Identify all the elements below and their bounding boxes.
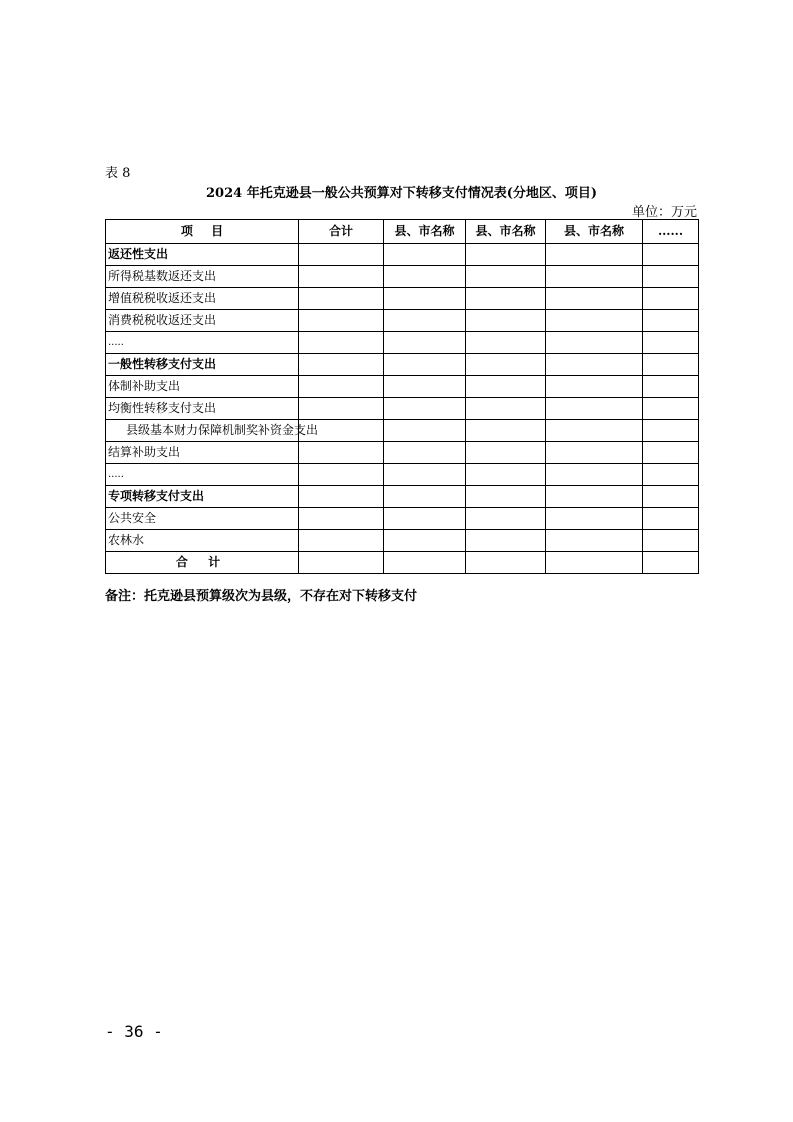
cell <box>299 442 384 464</box>
cell <box>466 266 546 288</box>
cell <box>384 244 466 266</box>
row-label: 县级基本财力保障机制奖补资金支出 <box>106 420 299 442</box>
cell <box>643 442 699 464</box>
header-county-1: 县、市名称 <box>384 220 466 244</box>
cell <box>643 464 699 486</box>
row-label: 所得税基数返还支出 <box>106 266 299 288</box>
cell <box>546 508 643 530</box>
cell <box>299 354 384 376</box>
cell <box>384 486 466 508</box>
row-label: ..... <box>106 332 299 354</box>
cell <box>546 244 643 266</box>
cell <box>384 508 466 530</box>
table-row <box>106 376 699 398</box>
table-row <box>106 530 699 552</box>
cell <box>384 376 466 398</box>
cell <box>643 266 699 288</box>
cell <box>384 530 466 552</box>
cell <box>466 354 546 376</box>
cell <box>384 266 466 288</box>
table-row <box>106 442 699 464</box>
table-row <box>106 398 699 420</box>
table-row <box>106 332 699 354</box>
cell <box>466 376 546 398</box>
unit-label: 单位：万元 <box>631 205 697 220</box>
row-label: 消费税税收返还支出 <box>106 310 299 332</box>
table-number: 表 8 <box>105 166 131 181</box>
cell <box>299 464 384 486</box>
table-row <box>106 288 699 310</box>
cell <box>299 288 384 310</box>
cell <box>643 530 699 552</box>
header-item: 项 目 <box>106 220 299 244</box>
cell <box>466 552 546 574</box>
cell <box>546 464 643 486</box>
cell <box>643 508 699 530</box>
cell <box>643 288 699 310</box>
cell <box>384 420 466 442</box>
row-label: 公共安全 <box>106 508 299 530</box>
table-row <box>106 420 699 442</box>
table-row <box>106 244 699 266</box>
cell <box>643 244 699 266</box>
cell <box>466 442 546 464</box>
cell <box>546 486 643 508</box>
cell <box>643 398 699 420</box>
row-label: 体制补助支出 <box>106 376 299 398</box>
table-row <box>106 266 699 288</box>
row-label: 专项转移支付支出 <box>106 486 299 508</box>
cell <box>384 288 466 310</box>
cell <box>546 398 643 420</box>
cell <box>299 244 384 266</box>
row-label: 返还性支出 <box>106 244 299 266</box>
cell <box>384 398 466 420</box>
cell <box>643 332 699 354</box>
cell <box>466 244 546 266</box>
row-label: ..... <box>106 464 299 486</box>
cell <box>384 332 466 354</box>
cell <box>466 464 546 486</box>
cell <box>546 332 643 354</box>
row-label: 结算补助支出 <box>106 442 299 464</box>
cell <box>466 420 546 442</box>
cell <box>546 288 643 310</box>
cell <box>643 552 699 574</box>
cell <box>384 442 466 464</box>
total-label-text: 合 计 <box>175 555 229 569</box>
row-label: 增值税税收返还支出 <box>106 288 299 310</box>
header-total: 合计 <box>299 220 384 244</box>
cell <box>546 310 643 332</box>
cell <box>643 486 699 508</box>
cell <box>546 354 643 376</box>
table-row <box>106 508 699 530</box>
table-row <box>106 354 699 376</box>
cell <box>466 398 546 420</box>
cell <box>643 354 699 376</box>
cell <box>466 530 546 552</box>
cell <box>546 376 643 398</box>
cell <box>384 354 466 376</box>
cell <box>643 376 699 398</box>
cell <box>466 486 546 508</box>
header-county-2: 县、市名称 <box>466 220 546 244</box>
cell <box>466 310 546 332</box>
transfer-payment-table <box>105 219 699 574</box>
table-note: 备注：托克逊县预算级次为县级，不存在对下转移支付 <box>105 589 418 604</box>
cell <box>643 420 699 442</box>
cell <box>384 552 466 574</box>
header-more: ...... <box>643 220 699 244</box>
cell <box>299 508 384 530</box>
cell <box>299 376 384 398</box>
table-row <box>106 486 699 508</box>
row-label: 农林水 <box>106 530 299 552</box>
table-row <box>106 310 699 332</box>
cell <box>546 530 643 552</box>
row-label: 均衡性转移支付支出 <box>106 398 299 420</box>
cell <box>299 310 384 332</box>
cell <box>384 464 466 486</box>
cell <box>299 266 384 288</box>
page-number: - 36 - <box>105 1022 163 1041</box>
cell <box>299 530 384 552</box>
cell <box>546 442 643 464</box>
cell <box>546 420 643 442</box>
total-label <box>106 552 299 574</box>
table-total-row <box>106 552 699 574</box>
cell <box>384 310 466 332</box>
row-label: 一般性转移支付支出 <box>106 354 299 376</box>
cell <box>466 332 546 354</box>
cell <box>546 266 643 288</box>
cell <box>299 552 384 574</box>
table-header-row <box>106 220 699 244</box>
cell <box>299 332 384 354</box>
cell <box>299 486 384 508</box>
table-row <box>106 464 699 486</box>
cell <box>546 552 643 574</box>
cell <box>299 398 384 420</box>
cell <box>466 508 546 530</box>
cell <box>643 310 699 332</box>
header-county-3: 县、市名称 <box>546 220 643 244</box>
cell <box>466 288 546 310</box>
table-title: 2024 年托克逊县一般公共预算对下转移支付情况表(分地区、项目) <box>205 186 597 201</box>
